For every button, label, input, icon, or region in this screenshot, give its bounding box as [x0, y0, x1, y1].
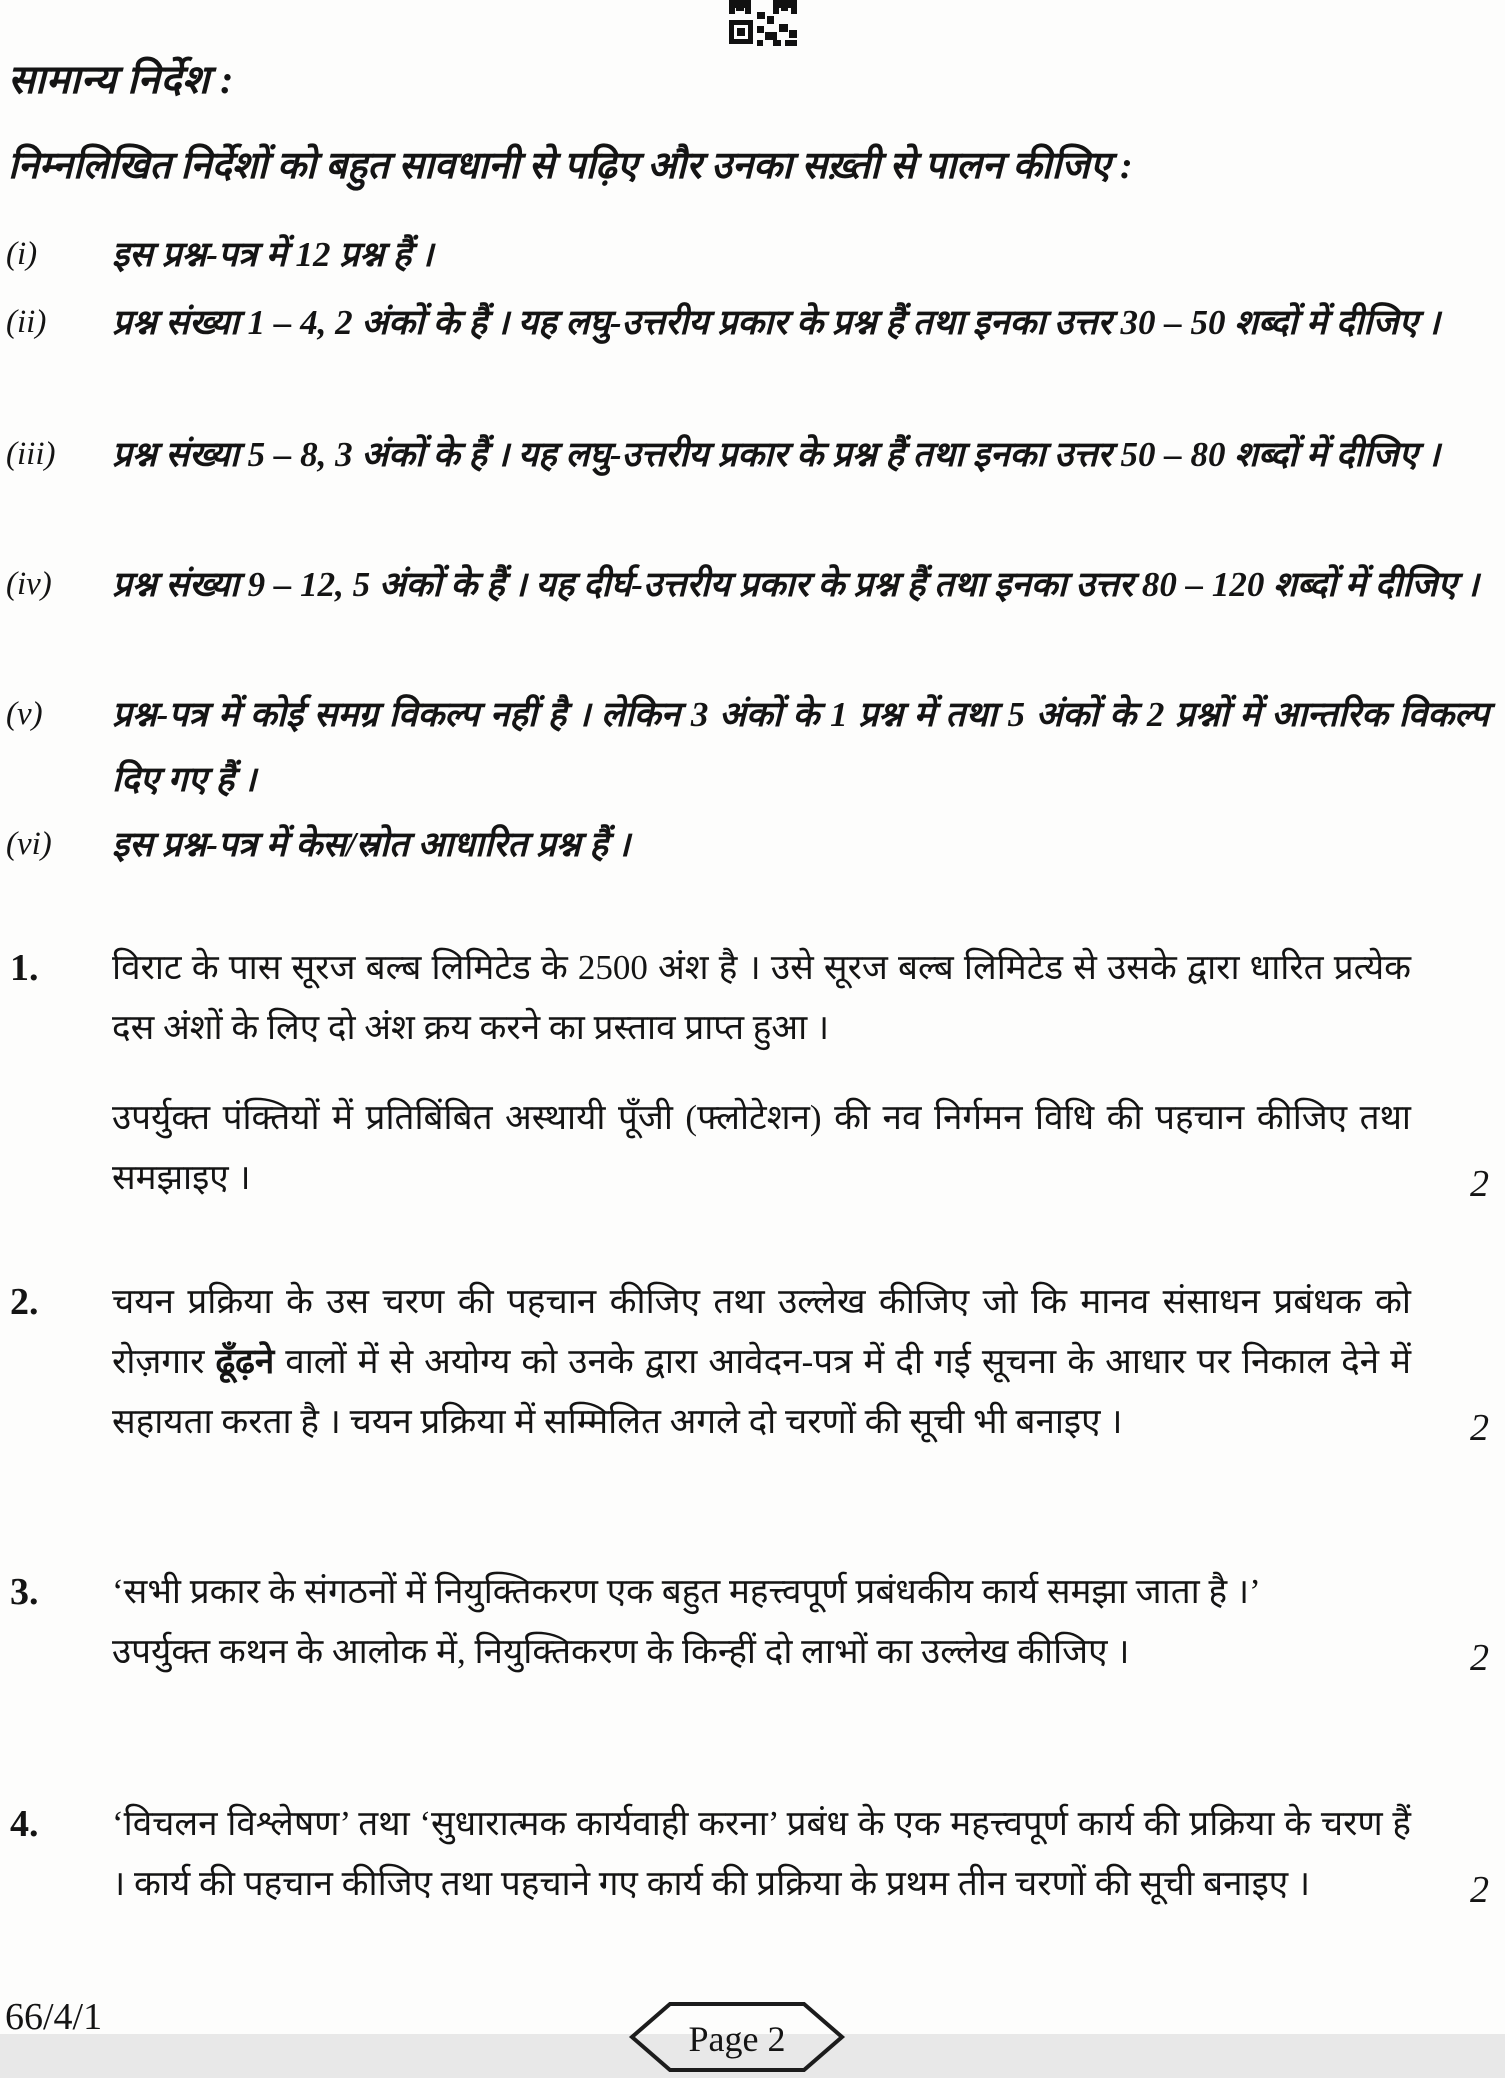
question-text	[112, 1562, 1489, 1682]
question-text	[112, 938, 1489, 1208]
question-text	[112, 1794, 1489, 1914]
question-number: 4.	[10, 1803, 39, 1845]
instruction-item-text: प्रश्न-पत्र में कोई समग्र विकल्प नहीं है । लेकिन 3 अंकों के 1 प्रश्न में तथा 5 अंकों के 2 प्रश्नों में आन्तरिक विकल्प दिए गए हैं ।	[112, 695, 1489, 799]
question-paragraph: ‘सभी प्रकार के संगठनों में नियुक्तिकरण एक बहुत महत्त्वपूर्ण प्रबंधकीय कार्य समझा जाता है ।’	[112, 1572, 1261, 1611]
paper-code: 66/4/1	[5, 1996, 103, 2038]
instruction-item-v	[6, 682, 1489, 812]
question-marks: 2	[1470, 1407, 1489, 1449]
qr-code-icon	[727, 0, 799, 47]
instruction-item-ii	[6, 290, 1489, 355]
question-paragraph: ‘विचलन विश्लेषण’ तथा ‘सुधारात्मक कार्यवाही करना’ प्रबंध के एक महत्त्वपूर्ण कार्य की प्रक्रिया के चरण हैं । कार्य की पहचान कीजिए तथा पहचाने गए कार्य की प्रक्रिया के प्रथम तीन चरणों की सूची बनाइए ।	[112, 1804, 1411, 1903]
instruction-item-label: (iii)	[6, 436, 56, 472]
instruction-item-label: (ii)	[6, 304, 47, 340]
instruction-item-label: (i)	[6, 236, 38, 272]
instruction-item-text: प्रश्न संख्या 9 – 12, 5 अंकों के हैं । यह दीर्घ-उत्तरीय प्रकार के प्रश्न हैं तथा इनका उत्तर 80 – 120 शब्दों में दीजिए ।	[112, 565, 1479, 604]
instructions-intro-line: निम्नलिखित निर्देशों को बहुत सावधानी से पढ़िए और उनका सख़्ती से पालन कीजिए :	[8, 145, 1133, 187]
question-2	[10, 1272, 1489, 1452]
question-text-segment: वालों में से अयोग्य को उनके द्वारा आवेदन-पत्र में दी गई सूचना के आधार पर निकाल देने में सहायता करता है । चयन प्रक्रिया में सम्मिलित अगले दो चरणों की सूची भी बनाइए ।	[112, 1342, 1412, 1441]
question-paragraph: उपर्युक्त पंक्तियों में प्रतिबिंबित अस्थायी पूँजी (फ्लोटेशन) की नव निर्गमन विधि की पहचान कीजिए तथा समझाइए ।	[112, 1098, 1411, 1197]
question-number: 2.	[10, 1281, 39, 1323]
question-paragraph: विराट के पास सूरज बल्ब लिमिटेड के 2500 अंश है । उसे सूरज बल्ब लिमिटेड से उसके द्वारा धारित प्रत्येक दस अंशों के लिए दो अंश क्रय करने का प्रस्ताव प्राप्त हुआ ।	[112, 948, 1411, 1047]
question-4	[10, 1794, 1489, 1914]
question-marks: 2	[1470, 1637, 1489, 1679]
instruction-item-text: इस प्रश्न-पत्र में केस/स्रोत आधारित प्रश्न हैं ।	[112, 825, 631, 864]
question-number: 1.	[10, 947, 39, 989]
question-marks: 2	[1470, 1163, 1489, 1205]
instruction-item-label: (vi)	[6, 826, 52, 862]
question-marks: 2	[1470, 1869, 1489, 1911]
instruction-item-iv	[6, 552, 1489, 617]
instruction-item-label: (iv)	[6, 566, 52, 602]
question-text-bold-segment: ढूँढ़ने	[215, 1342, 275, 1381]
page-number-label: Page 2	[688, 2019, 786, 2059]
question-paragraph: उपर्युक्त कथन के आलोक में, नियुक्तिकरण के किन्हीं दो लाभों का उल्लेख कीजिए ।	[112, 1632, 1130, 1671]
instruction-item-i	[6, 222, 1489, 287]
question-number: 3.	[10, 1571, 39, 1613]
question-text-segment: चयन प्रक्रिया के उस चरण की पहचान कीजिए तथा उल्लेख कीजिए जो कि मानव संसाधन प्रबंधक को रोज़गार	[112, 1282, 1411, 1381]
instruction-item-text: इस प्रश्न-पत्र में 12 प्रश्न हैं ।	[112, 235, 434, 274]
question-text	[112, 1272, 1489, 1452]
question-paragraph	[112, 1272, 1411, 1452]
instruction-item-label: (v)	[6, 696, 43, 732]
instruction-item-text: प्रश्न संख्या 5 – 8, 3 अंकों के हैं । यह लघु-उत्तरीय प्रकार के प्रश्न हैं तथा इनका उत्तर 50 – 80 शब्दों में दीजिए ।	[112, 435, 1440, 474]
page-number-hexagon	[630, 2001, 844, 2073]
instruction-item-iii	[6, 422, 1489, 487]
instruction-item-vi	[6, 812, 1489, 877]
question-3	[10, 1562, 1489, 1682]
general-instructions-heading: सामान्य निर्देश :	[8, 57, 235, 102]
question-1	[10, 938, 1489, 1208]
instruction-item-text: प्रश्न संख्या 1 – 4, 2 अंकों के हैं । यह लघु-उत्तरीय प्रकार के प्रश्न हैं तथा इनका उत्तर 30 – 50 शब्दों में दीजिए ।	[112, 303, 1440, 342]
